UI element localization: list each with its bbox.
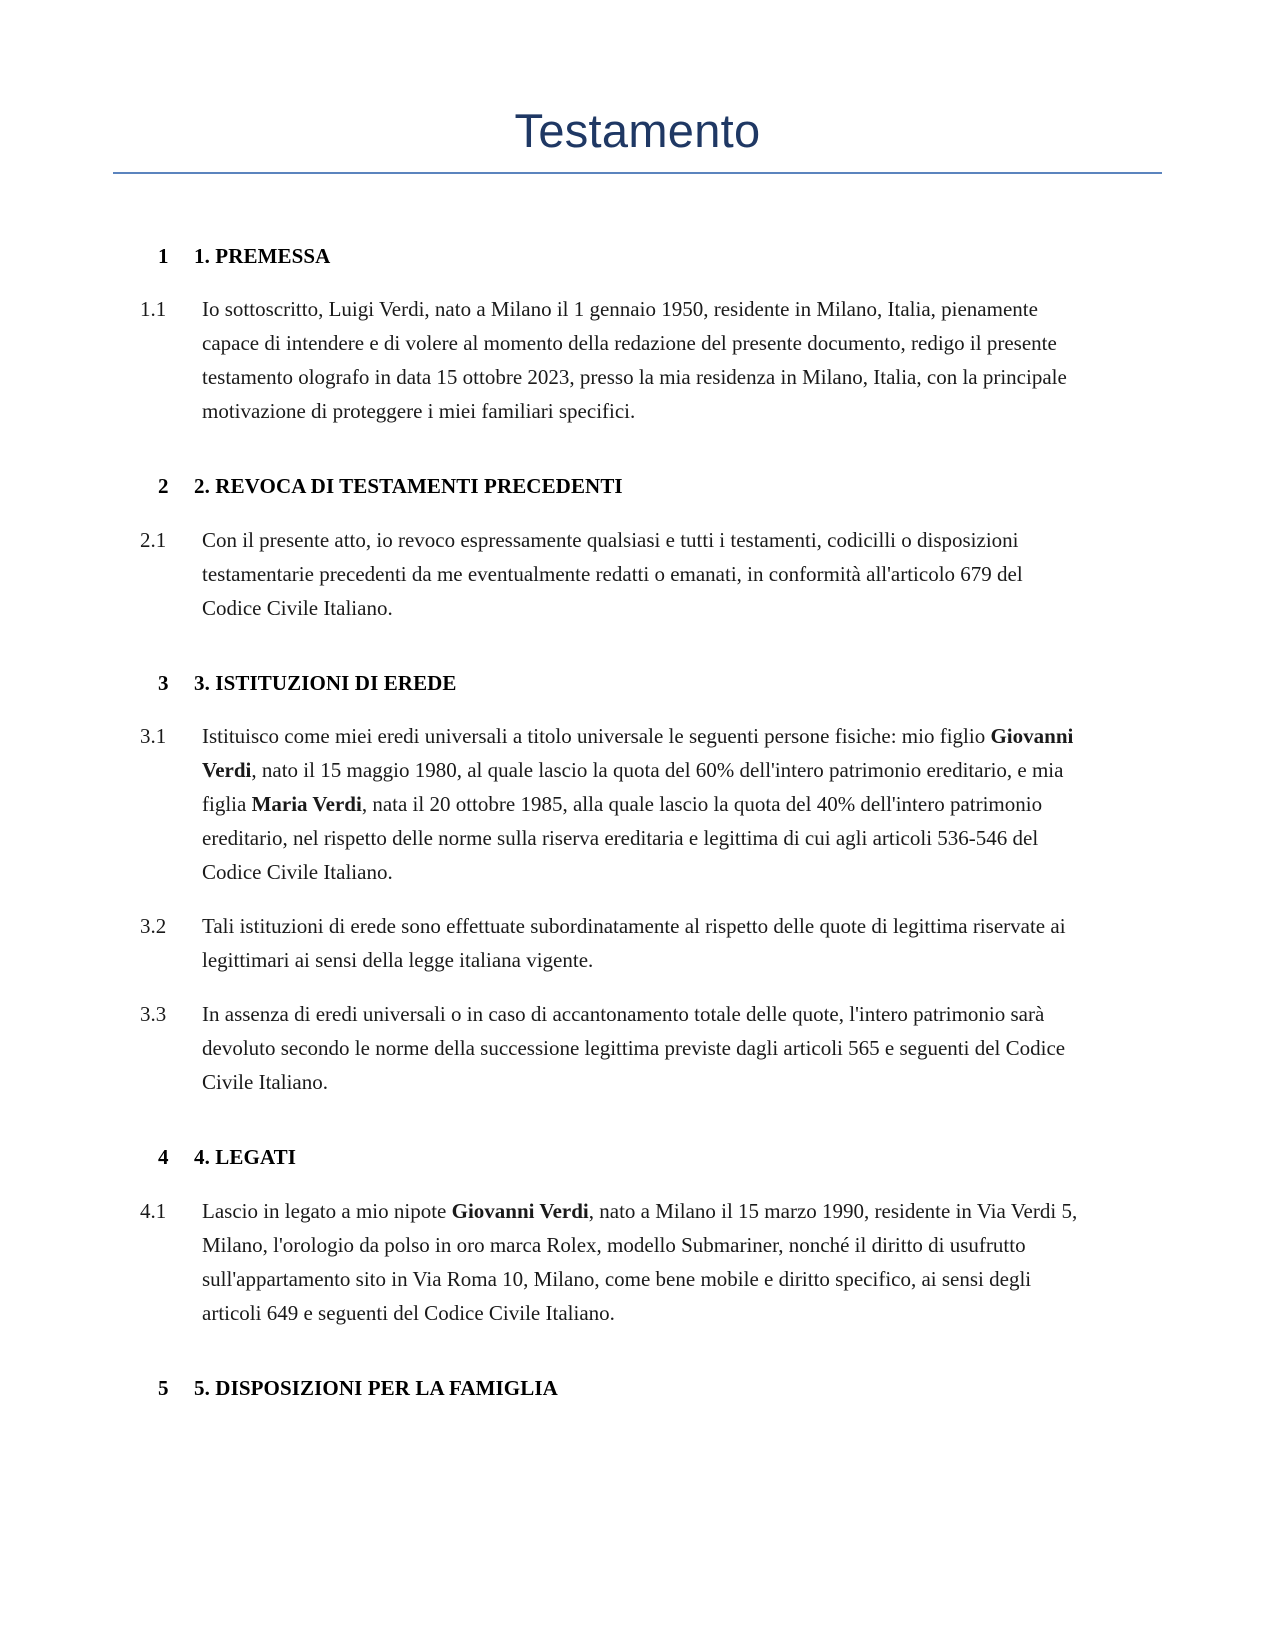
emphasized-name: Maria Verdi: [251, 792, 362, 817]
section-number: 1: [158, 244, 169, 269]
paragraph-number: 4.1: [140, 1198, 167, 1223]
text-run: , nata il 20 ottobre 1985, alla quale lascio la quota del 40% dell'intero patrimonio ereditario, nel rispetto delle norme sulla riserva ereditaria e legittima di cui agli articoli 536-546 del Codice Civile Italiano.: [202, 792, 1043, 885]
numbered-paragraph: [140, 997, 1155, 1099]
section-number: 4: [158, 1145, 169, 1170]
document-section: [140, 1143, 1155, 1329]
text-run: Con il presente atto, io revoco espressamente qualsiasi e tutti i testamenti, codicilli o disposizioni testamentarie precedenti da me eventualmente redatti o emanati, in conformità all'articolo 679 del Codice Civile Italiano.: [202, 527, 1023, 620]
text-run: Tali istituzioni di erede sono effettuate subordinatamente al rispetto delle quote di legittima riservate ai legittimari ai sensi della legge italiana vigente.: [202, 914, 1066, 973]
text-run: Istituisco come miei eredi universali a titolo universale le seguenti persone fisiche: mio figlio: [202, 724, 991, 749]
numbered-paragraph: [140, 719, 1155, 889]
section-number: 3: [158, 670, 169, 695]
page-title: Testamento: [514, 104, 761, 157]
numbered-paragraph: [140, 909, 1155, 977]
emphasized-name: Giovanni Verdi: [202, 724, 1074, 783]
text-run: , nato a Milano il 15 marzo 1990, residente in Via Verdi 5, Milano, l'orologio da polso in oro marca Rolex, modello Submariner, nonché il diritto di usufrutto sull'appartamento sito in Via Roma 10, Milano, come bene mobile e diritto specifico, ai sensi degli articoli 649 e seguenti del Codice Civile Italiano.: [202, 1198, 1078, 1325]
document-header: [0, 0, 1275, 174]
section-number: 5: [158, 1375, 169, 1400]
paragraph-text: [202, 1194, 1082, 1330]
document-section: [140, 242, 1155, 428]
section-heading: [140, 1374, 1155, 1402]
text-run: In assenza di eredi universali o in caso di accantonamento totale delle quote, l'intero patrimonio sarà devoluto secondo le norme della successione legittima previste dagli articoli 565 e seguenti del Codice Civile Italiano.: [202, 1002, 1066, 1095]
document-section: [140, 1374, 1155, 1402]
text-run: Io sottoscritto, Luigi Verdi, nato a Milano il 1 gennaio 1950, residente in Milano, Italia, pienamente capace di intendere e di volere al momento della redazione del presente documento, redigo il presente testamento olografo in data 15 ottobre 2023, presso la mia residenza in Milano, Italia, con la principale motivazione di proteggere i miei familiari specifici.: [202, 297, 1067, 424]
text-run: , nato il 15 maggio 1980, al quale lascio la quota del 60% dell'intero patrimonio ereditario, e mia figlia: [202, 758, 1064, 817]
title-divider: [113, 172, 1162, 174]
section-heading-text: 1. PREMESSA: [194, 244, 331, 269]
section-number: 2: [158, 474, 169, 499]
document-section: [140, 472, 1155, 624]
paragraph-text: [202, 523, 1082, 625]
section-heading: [140, 242, 1155, 270]
document-section: [140, 669, 1155, 1100]
paragraph-text: [202, 909, 1082, 977]
paragraph-number: 3.2: [140, 914, 167, 939]
section-heading-text: 2. REVOCA DI TESTAMENTI PRECEDENTI: [194, 474, 623, 499]
paragraph-number: 2.1: [140, 527, 167, 552]
section-heading: [140, 1143, 1155, 1171]
paragraph-text: [202, 997, 1082, 1099]
paragraph-number: 3.3: [140, 1002, 167, 1027]
paragraph-number: 3.1: [140, 724, 167, 749]
section-heading-text: 3. ISTITUZIONI DI EREDE: [194, 670, 457, 695]
numbered-paragraph: [140, 1194, 1155, 1330]
paragraph-text: [202, 719, 1082, 889]
document-body: [0, 242, 1275, 1402]
emphasized-name: Giovanni Verdi: [451, 1198, 589, 1223]
section-heading-text: 4. LEGATI: [194, 1145, 297, 1170]
paragraph-number: 1.1: [140, 297, 167, 322]
section-heading-text: 5. DISPOSIZIONI PER LA FAMIGLIA: [194, 1375, 558, 1400]
paragraph-text: [202, 292, 1082, 428]
section-heading: [140, 669, 1155, 697]
text-run: Lascio in legato a mio nipote: [202, 1198, 452, 1223]
numbered-paragraph: [140, 292, 1155, 428]
section-heading: [140, 472, 1155, 500]
numbered-paragraph: [140, 523, 1155, 625]
